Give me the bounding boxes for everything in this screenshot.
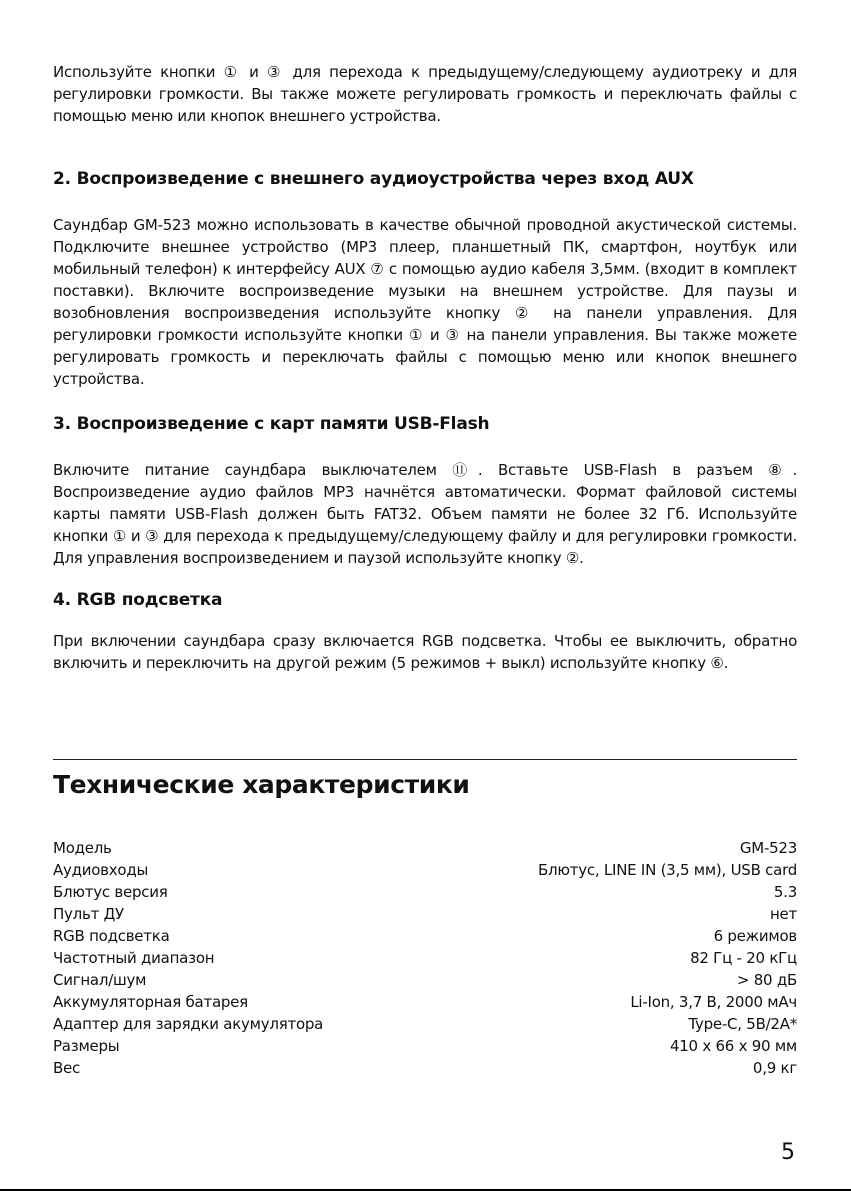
spec-value: Блютус, LINE IN (3,5 мм), USB card — [538, 861, 797, 879]
spec-value: GM-523 — [739, 839, 797, 857]
spec-value: 82 Гц - 20 кГц — [690, 949, 797, 967]
spec-value: Type-C, 5В/2А* — [688, 1015, 797, 1033]
spec-row-weight — [53, 1057, 797, 1079]
section-3-heading: 3. Воспроизведение с карт памяти USB-Flash — [53, 414, 490, 434]
section-2-heading: 2. Воспроизведение с внешнего аудиоустройства через вход AUX — [53, 169, 694, 189]
spec-row-charger — [53, 1013, 797, 1035]
section-divider — [53, 759, 797, 760]
spec-value: 5.3 — [773, 883, 797, 901]
spec-label: Блютус версия — [53, 883, 168, 901]
spec-label: Модель — [53, 839, 112, 857]
section-4-paragraph: При включении саундбара сразу включается RGB подсветка. Чтобы ее выключить, обратно включить и переключить на другой режим (5 режимов + выкл) используйте кнопку ⑥. — [53, 632, 797, 672]
page-number: 5 — [781, 1140, 795, 1165]
spec-value: Li-Ion, 3,7 В, 2000 мАч — [630, 993, 797, 1011]
specs-title: Технические характеристики — [53, 770, 470, 799]
spec-row-audio-inputs — [53, 859, 797, 881]
spec-value: 410 х 66 х 90 мм — [669, 1037, 797, 1055]
section-3-paragraph: Включите питание саундбара выключателем ⑪. Вставьте USB-Flash в разъем ⑧. Воспроизведение аудио файлов MP3 начнётся автоматически. Формат файловой системы карты памяти USB-Flash должен быть FAT32. Объем памяти не более 32 Гб. Используйте кнопки ① и ③ для перехода к предыдущему/следующему файлу и для регулировки громкости. Для управления воспроизведением и паузой используйте кнопку ②. — [53, 461, 797, 567]
spec-label: RGB подсветка — [53, 927, 170, 945]
spec-value: > 80 дБ — [736, 971, 797, 989]
spec-row-dimensions — [53, 1035, 797, 1057]
spec-row-frequency — [53, 947, 797, 969]
spec-label: Аккумуляторная батарея — [53, 993, 248, 1011]
spec-label: Сигнал/шум — [53, 971, 147, 989]
spec-label: Вес — [53, 1059, 81, 1077]
spec-row-rgb — [53, 925, 797, 947]
spec-label: Размеры — [53, 1037, 120, 1055]
spec-row-remote — [53, 903, 797, 925]
specs-table — [53, 837, 797, 1079]
intro-paragraph: Используйте кнопки ① и ③ для перехода к предыдущему/следующему аудиотреку и для регулировки громкости. Вы также можете регулировать громкость и переключать файлы с помощью меню или кнопок внешнего устройства. — [53, 63, 797, 125]
spec-row-battery — [53, 991, 797, 1013]
page-bottom-border — [0, 1189, 851, 1191]
spec-row-snr — [53, 969, 797, 991]
section-4-heading: 4. RGB подсветка — [53, 590, 223, 610]
spec-value: 0,9 кг — [752, 1059, 797, 1077]
spec-row-model — [53, 837, 797, 859]
section-2-paragraph: Саундбар GM-523 можно использовать в качестве обычной проводной акустической системы. Подключите внешнее устройство (МР3 плеер, планшетный ПК, смартфон, ноутбук или мобильный телефон) к интерфейсу AUX ⑦ с помощью аудио кабеля 3,5мм. (входит в комплект поставки). Включите воспроизведение музыки на внешнем устройстве. Для паузы и возобновления воспроизведения используйте кнопку ② на панели управления. Для регулировки громкости используйте кнопки ① и ③ на панели управления. Вы также можете регулировать громкость и переключать файлы с помощью меню или кнопок внешнего устройства. — [53, 216, 797, 388]
spec-value: 6 режимов — [713, 927, 797, 945]
spec-label: Адаптер для зарядки акумулятора — [53, 1015, 324, 1033]
spec-label: Частотный диапазон — [53, 949, 215, 967]
spec-row-bluetooth-version — [53, 881, 797, 903]
spec-value: нет — [769, 905, 797, 923]
spec-label: Пульт ДУ — [53, 905, 124, 923]
spec-label: Аудиовходы — [53, 861, 149, 879]
